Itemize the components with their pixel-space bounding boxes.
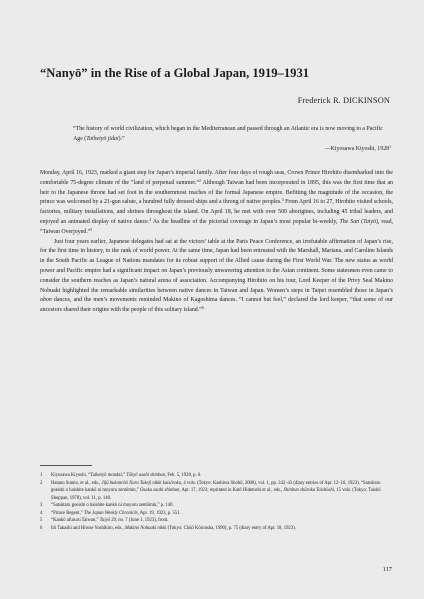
text-run: Although Taiwan had been incorporated in 1895, this was the first time that an heir to the Japanese throne had set foot in the southernmost reaches of the formal Japanese empire. Befitting the magnitude of the occasion, the prince was welcomed by a 21-gun salute, a hundred fully dressed ships and a throng of native peoples. (40, 179, 393, 206)
italic-term: obon (40, 297, 52, 304)
body-paragraph (40, 238, 393, 316)
text-run: , Apr. 19, 1923, p. 551. (137, 510, 181, 516)
footnote-ref: 2 (198, 178, 201, 183)
footnote (40, 502, 393, 510)
text-run: Hatano Sumio, et al., eds., (51, 480, 102, 486)
epigraph-text-end: ).” (118, 136, 125, 143)
italic-title: Tōkyō asahi shinbun (126, 473, 165, 478)
text-run: (Tokyo: Chūō Kōronsha, 1990), p. 75 (diary entry of Apr. 18, 1923). (166, 525, 296, 531)
page-number: 117 (382, 566, 392, 573)
footnote-number: 2 (40, 480, 43, 486)
text-run: , Apr. 17, 1923; reprinted in Katō Hidetoshi et al., eds., (179, 488, 284, 493)
epigraph-attribution (73, 144, 391, 154)
footnote-number: 5 (40, 518, 43, 523)
text-run: dances, and the men’s movements reminded Makino of Kagoshima dances. “I cannot but feel,” declared the lord keeper, “that some of our ancestors shared their origins with the people of this solitary island.” (40, 297, 393, 314)
footnote-ref: 5 (90, 227, 93, 232)
text-run: Monday, April 16, 1923, marked a giant step for Japan’s imperial family. After four days of rough seas, Crown Prince Hirohito disembarked into the comfortable 75-degree climate of the “land of perpetual summer.” (40, 170, 393, 186)
footnote-ref: 1 (389, 145, 391, 150)
italic-title: The Japan Weekly Chronicle (83, 510, 138, 516)
footnote (40, 517, 393, 525)
italic-title: Taiyō (99, 518, 111, 523)
text-run: Just four years earlier, Japanese delegates had sat at the victors’ table at the Paris Peace Conference, an irrefutable affirmation of Japan’s rise, for the first time in history, to the rank of world power. At the same time, Japan had been entrusted with the Marshall, Mariana, and Caroline Islands in the South Pacific as League of Nations mandates for its robust support of the Allied cause during the First World War. The new status as world power and Pacific empire had a significant impact on Japan’s previously unwavering attention to the Asian continent. Some statesmen even came to consider the southern reaches as Japan’s natural arena of association. Accompanying Hirohito on his tour, Lord Keeper of the Privy Seal Makino Nobuaki highlighted the remarkable similarities between native dances in Taiwan and Japan. Women’s steps in Taipei resembled those in Japan’s (40, 238, 393, 294)
footnote (40, 472, 393, 480)
footnote-number: 6 (40, 525, 43, 531)
italic-title: Osaka asahi shinbun (140, 488, 180, 493)
italic-title: Shinbun shūroku Taishōshi (283, 488, 334, 493)
footnote-ref: 4 (149, 217, 152, 222)
text-run: 29, no. 7 (June 1, 1923), front. (110, 518, 169, 523)
footnote (40, 525, 393, 533)
text-run: , Feb. 5, 1928, p. 6. (165, 473, 202, 478)
footnote-number: 4 (40, 510, 43, 516)
epigraph-attribution-text: —Kiyosawa Kiyoshi, 1928 (324, 146, 390, 153)
footnote-ref: 6 (201, 305, 204, 310)
epigraph-term: Taiheiyō jidai (86, 136, 119, 143)
text-run: ), read, “Taiwan Overjoyed.” (40, 218, 394, 235)
footnote-text (51, 510, 393, 518)
italic-title: Jijū bukanchō Nara Takeji nikki kaisōroku (101, 480, 181, 486)
italic-title: Taiyō (363, 218, 376, 225)
footnote (40, 480, 393, 503)
article-title: “Nanyō” in the Rise of a Global Japan, 1919–1931 (40, 66, 310, 80)
text-run: “Satsūtaru goeishi o haishite kankō ni moyuru zentōmin,” p. 140. (51, 503, 174, 508)
italic-title: Makino Nobuaki nikki (124, 525, 167, 531)
footnote-number: 3 (40, 503, 43, 508)
footnote-number: 1 (40, 473, 43, 478)
footnote-ref: 3 (281, 198, 284, 203)
footnote-text (51, 502, 393, 510)
footnote-text (51, 525, 393, 533)
text-run: “Kankō afururu Taiwan,” (51, 518, 100, 523)
text-run: As the headline of the pictorial coverage in Japan’s most popular bi-weekly, (151, 218, 340, 225)
text-run: “Prince Regent,” (51, 510, 84, 516)
epigraph-quote (73, 124, 391, 144)
italic-title: The Sun (339, 218, 360, 225)
footnote-text (51, 517, 393, 525)
text-run: , 15 vols. (Tokyo: Taishō Shuppan, 1978), vol. 11, p. 140. (51, 488, 381, 501)
article-body (40, 169, 393, 316)
footnote (40, 510, 393, 518)
footnotes (40, 472, 393, 532)
epigraph-text-start: “The history of world civilization, which began in the Mediterranean and passed through an Atlantic era is now moving to a Pacific Age ( (73, 126, 383, 143)
footnote-divider (40, 465, 92, 466)
article-author: Frederick R. DICKINSON (297, 96, 390, 105)
body-paragraph (40, 169, 393, 238)
text-run: ( (359, 218, 364, 225)
text-run: Itō Takashi and Hirose Yoshihiro, eds., (51, 525, 125, 531)
text-run: From April 16 to 27, Hirohito visited schools, factories, military installations, and shrines throughout the island. On April 18, he met with over 500 aborigines, including 45 tribal leaders, and enjoyed an animated display of native dance. (40, 199, 393, 225)
epigraph (73, 124, 391, 154)
footnote-text (51, 472, 393, 480)
footnote-text (51, 480, 393, 503)
text-run: Kiyosawa Kiyoshi, “Taiheiyō mondai,” (51, 473, 127, 478)
text-run: , 4 vols. (Tokyo: Kashiwa Shobō, 2000), vol. 1, pp. 342–43 (diary entries of Apr. 12–16, 1923). “Satsūtaru goeishi o haishite kankō ni moyuru zentōmin,” (51, 480, 381, 493)
